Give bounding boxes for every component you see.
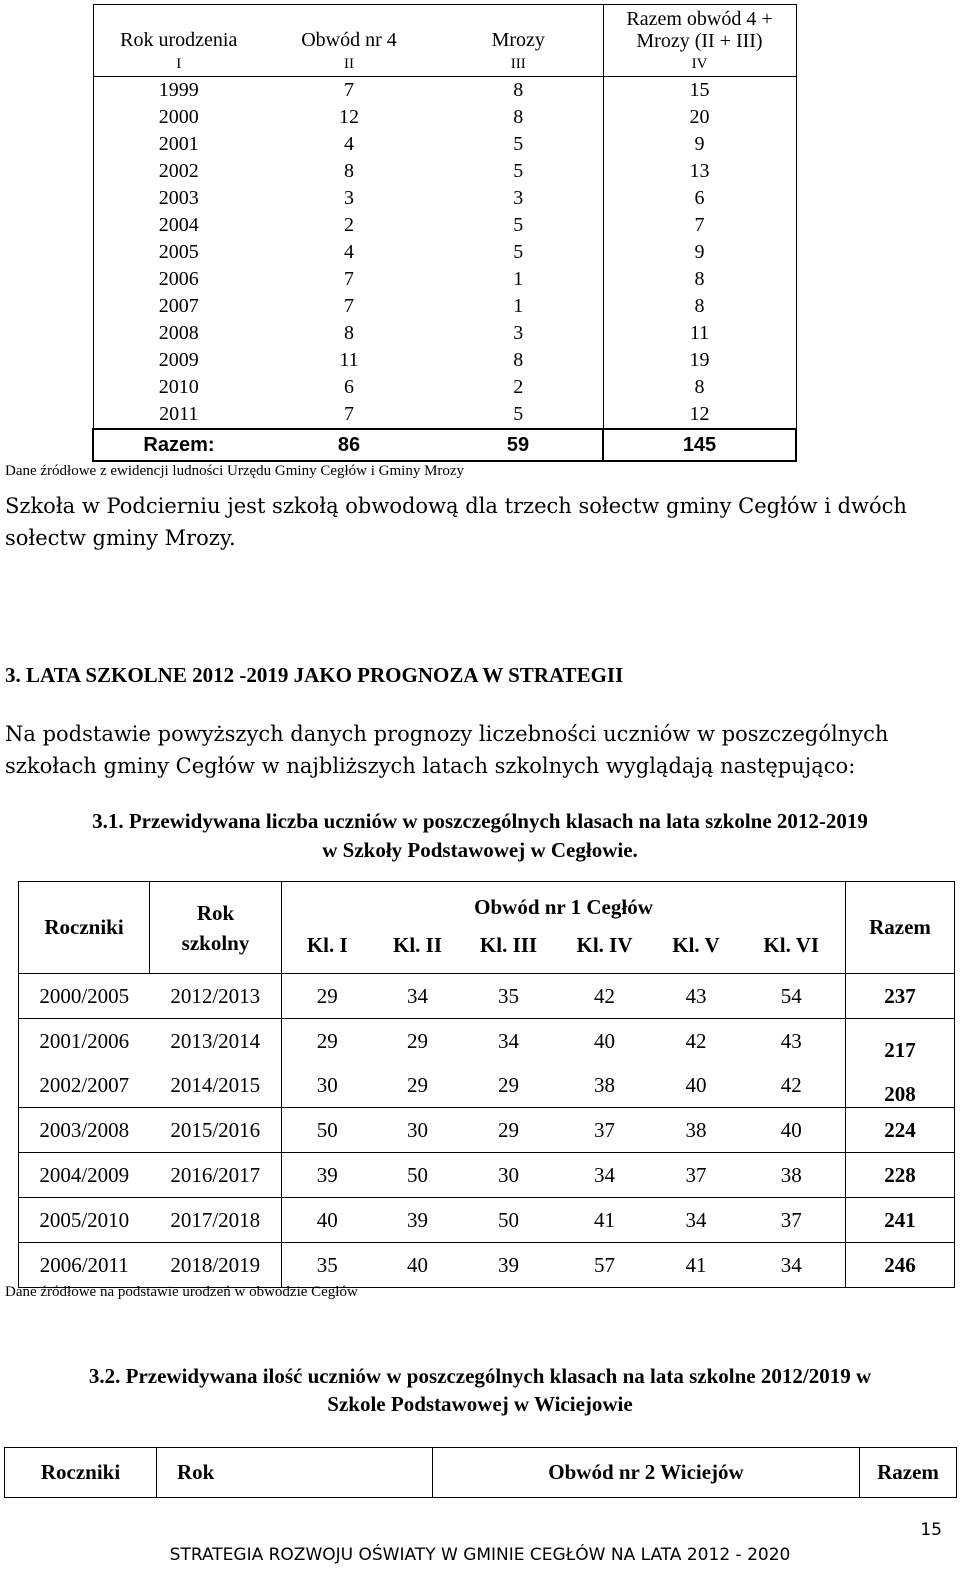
- table-cell: 7: [344, 79, 354, 101]
- class-count-cell: 34: [555, 1153, 655, 1198]
- table-cell: 7: [603, 212, 796, 239]
- table-cell: 19: [603, 347, 796, 374]
- class-count-cell: 50: [373, 1153, 463, 1198]
- class-count-cell: 37: [555, 1108, 655, 1153]
- class-count-cell: 50: [282, 1108, 373, 1153]
- table-header-row: [93, 5, 796, 53]
- table-header-row: [5, 1448, 957, 1498]
- header-roczniki: Roczniki: [5, 1448, 157, 1498]
- class-count-cell: 41: [655, 1243, 738, 1288]
- table-cell: 11: [603, 320, 796, 347]
- class-count-cell: 54: [738, 974, 846, 1019]
- birth-year-cell: 2006: [93, 266, 264, 293]
- roczniki-cell: 2005/2010: [19, 1198, 150, 1243]
- table-cell: 12: [603, 401, 796, 429]
- header-obwod-1-ceglow: Obwód nr 1 Cegłów: [282, 882, 846, 934]
- column-number: I: [93, 52, 264, 77]
- column-number-row: [93, 52, 796, 77]
- table-row: [93, 401, 796, 429]
- header-class: Kl. V: [672, 933, 720, 957]
- header-obwod-4: Obwód nr 4: [264, 5, 434, 53]
- class-count-cell: 41: [555, 1198, 655, 1243]
- class-count-cell: 34: [655, 1198, 738, 1243]
- total-cell: 59: [434, 429, 603, 461]
- table-cell: 11: [339, 349, 359, 371]
- school-year-cell: 2015/2016: [150, 1108, 282, 1153]
- ceglow-forecast-table: [18, 881, 955, 1288]
- table-cell: 8: [513, 349, 524, 371]
- roczniki-cell: 2004/2009: [19, 1153, 150, 1198]
- section-3-heading: 3. LATA SZKOLNE 2012 -2019 JAKO PROGNOZA W STRATEGII: [5, 663, 624, 687]
- table-cell: 4: [344, 241, 354, 263]
- class-count-cell: 40: [373, 1243, 463, 1288]
- table-cell: 8: [513, 79, 524, 101]
- class-count-cell: 29: [407, 1028, 428, 1053]
- total-cell: 224: [846, 1108, 955, 1153]
- table-row: [93, 212, 796, 239]
- table-cell: 7: [344, 295, 354, 317]
- header-rok: Rok: [157, 1448, 433, 1498]
- header-razem: Razem obwód 4 + Mrozy (II + III): [603, 5, 796, 53]
- class-count-cell: 30: [373, 1108, 463, 1153]
- roczniki-cell: 2006/2011: [19, 1243, 150, 1288]
- page-footer-title: STRATEGIA ROZWOJU OŚWIATY W GMINIE CEGŁÓW NA LATA 2012 - 2020: [169, 1545, 791, 1565]
- class-count-cell: 40: [282, 1198, 373, 1243]
- table-cell: 5: [513, 160, 524, 182]
- table-cell: 3: [344, 187, 354, 209]
- header-mrozy: Mrozy: [434, 5, 603, 53]
- class-count-cell: 29: [316, 1028, 338, 1053]
- roczniki-cell: 2000/2005: [19, 974, 150, 1019]
- table-row: [19, 1153, 955, 1198]
- class-count-cell: 30: [463, 1153, 555, 1198]
- header-rok-szkolny: Rok szkolny: [150, 882, 282, 974]
- class-count-cell: 29: [373, 1063, 463, 1108]
- total-cell: 246: [846, 1243, 955, 1288]
- birth-year-cell: 2005: [93, 239, 264, 266]
- class-count-cell: 34: [498, 1028, 519, 1053]
- table-cell: 6: [344, 376, 354, 398]
- total-cell: 86: [264, 429, 434, 461]
- column-number: IV: [603, 52, 796, 77]
- table-row: [93, 374, 796, 401]
- table-cell: 12: [339, 106, 359, 128]
- paragraph-forecast-intro: Na podstawie powyższych danych prognozy liczebności uczniów w poszczególnych szkołach gminy Cegłów w najbliższych latach szkolnych wyglądają następująco:: [5, 722, 889, 778]
- header-class: Kl. II: [392, 933, 442, 957]
- table2-source-note: Dane źródłowe na podstawie urodzeń w obwodzie Cegłów: [5, 1284, 358, 1300]
- class-count-cell: 34: [738, 1243, 846, 1288]
- table-row: [93, 131, 796, 158]
- table-cell: 1: [513, 268, 524, 290]
- header-class: Kl. I: [306, 933, 348, 957]
- class-count-cell: 43: [655, 974, 738, 1019]
- table-cell: 8: [344, 160, 354, 182]
- birth-year-cell: 2007: [93, 293, 264, 320]
- table-cell: 4: [344, 133, 354, 155]
- header-rok-urodzenia: Rok urodzenia: [93, 5, 264, 53]
- table-row: [93, 293, 796, 320]
- class-count-cell: 42: [685, 1028, 707, 1053]
- table-row: [19, 1019, 955, 1064]
- table-cell: 5: [513, 214, 524, 236]
- class-count-cell: 50: [463, 1198, 555, 1243]
- section-3-1-heading-line2: w Szkoły Podstawowej w Cegłowie.: [322, 838, 638, 862]
- table-cell: 7: [344, 403, 354, 425]
- table-row: [93, 320, 796, 347]
- class-count-cell: 42: [555, 974, 655, 1019]
- birth-year-cell: 2010: [93, 374, 264, 401]
- header-class: Kl. VI: [763, 933, 820, 957]
- table-row: [93, 185, 796, 212]
- school-year-cell: 2018/2019: [150, 1243, 282, 1288]
- total-label: Razem:: [93, 429, 264, 461]
- school-year-cell: 2012/2013: [150, 974, 282, 1019]
- table-cell: 2: [513, 376, 524, 398]
- class-count-cell: 57: [555, 1243, 655, 1288]
- class-count-cell: 30: [282, 1063, 373, 1108]
- roczniki-cell: 2003/2008: [19, 1108, 150, 1153]
- class-count-cell: 40: [738, 1108, 846, 1153]
- roczniki-cell: 2002/2007: [19, 1063, 150, 1108]
- school-year-cell: 2016/2017: [150, 1153, 282, 1198]
- table-cell: 5: [513, 133, 524, 155]
- header-razem: Razem: [860, 1448, 957, 1498]
- table-row: [93, 158, 796, 185]
- class-count-cell: 43: [780, 1028, 802, 1053]
- birth-year-cell: 1999: [93, 77, 264, 105]
- table-row: [93, 77, 796, 105]
- table-cell: 8: [603, 374, 796, 401]
- birth-year-cell: 2009: [93, 347, 264, 374]
- class-count-cell: 38: [655, 1108, 738, 1153]
- total-cell: 228: [846, 1153, 955, 1198]
- birth-year-cell: 2004: [93, 212, 264, 239]
- table-cell: 5: [513, 241, 524, 263]
- section-3-2-heading-line2: Szkole Podstawowej w Wiciejowie: [327, 1392, 633, 1416]
- table-cell: 1: [513, 295, 524, 317]
- table-row: [19, 1108, 955, 1153]
- class-count-cell: 37: [655, 1153, 738, 1198]
- table-cell: 2: [344, 214, 354, 236]
- table-cell: 6: [603, 185, 796, 212]
- table-cell: 9: [603, 131, 796, 158]
- roczniki-cell: 2001/2006: [19, 1019, 150, 1064]
- class-count-cell: 38: [555, 1063, 655, 1108]
- header-roczniki: Roczniki: [19, 882, 150, 974]
- header-class: Kl. III: [479, 933, 538, 957]
- table-cell: 5: [513, 403, 524, 425]
- class-count-cell: 35: [463, 974, 555, 1019]
- table-cell: 8: [513, 106, 524, 128]
- class-count-cell: 29: [282, 974, 373, 1019]
- header-razem: Razem: [846, 882, 955, 974]
- section-3-2-heading-line1: 3.2. Przewidywana ilość uczniów w poszczególnych klasach na lata szkolne 2012/2019 w: [88, 1364, 872, 1388]
- header-obwod-2-wiciejow: Obwód nr 2 Wiciejów: [433, 1448, 860, 1498]
- table-row: [93, 239, 796, 266]
- class-count-cell: 39: [463, 1243, 555, 1288]
- table-row: [19, 1198, 955, 1243]
- table-header-row: [19, 882, 955, 934]
- table-row: [93, 266, 796, 293]
- birth-statistics-table: [92, 4, 797, 462]
- total-cell: 145: [603, 429, 796, 461]
- birth-year-cell: 2002: [93, 158, 264, 185]
- total-row: [93, 429, 796, 461]
- table-cell: 3: [513, 187, 524, 209]
- class-count-cell: 39: [373, 1198, 463, 1243]
- section-3-1-heading-line1: 3.1. Przewidywana liczba uczniów w poszczególnych klasach na lata szkolne 2012-2019: [92, 809, 868, 833]
- table-cell: 7: [344, 268, 354, 290]
- birth-year-cell: 2008: [93, 320, 264, 347]
- table-row: [93, 104, 796, 131]
- birth-year-cell: 2003: [93, 185, 264, 212]
- class-count-cell: 39: [282, 1153, 373, 1198]
- class-count-cell: 29: [463, 1108, 555, 1153]
- class-count-cell: 37: [738, 1198, 846, 1243]
- header-class: Kl. IV: [576, 933, 633, 957]
- table-row: [19, 974, 955, 1019]
- birth-year-cell: 2011: [93, 401, 264, 429]
- class-count-cell: 38: [738, 1153, 846, 1198]
- table-row: [19, 1243, 955, 1288]
- class-count-cell: 35: [282, 1243, 373, 1288]
- table1-source-note: Dane źródłowe z ewidencji ludności Urzędu Gminy Cegłów i Gminy Mrozy: [5, 463, 465, 479]
- total-cell: 237: [846, 974, 955, 1019]
- table-cell: 8: [344, 322, 354, 344]
- class-count-cell: 40: [655, 1063, 738, 1108]
- column-number: III: [434, 52, 603, 77]
- total-cell: 208: [846, 1063, 955, 1108]
- table-cell: 13: [603, 158, 796, 185]
- wiciejow-forecast-table: [4, 1447, 957, 1498]
- birth-year-cell: 2000: [93, 104, 264, 131]
- table-cell: 9: [603, 239, 796, 266]
- class-count-cell: 40: [594, 1028, 615, 1053]
- table-row: [19, 1063, 955, 1108]
- table-row: [93, 347, 796, 374]
- birth-year-cell: 2001: [93, 131, 264, 158]
- class-count-cell: 42: [738, 1063, 846, 1108]
- school-year-cell: 2017/2018: [150, 1198, 282, 1243]
- table-cell: 20: [603, 104, 796, 131]
- school-year-cell: 2014/2015: [150, 1063, 282, 1108]
- paragraph-podcierniu: Szkoła w Podcierniu jest szkołą obwodową dla trzech sołectw gminy Cegłów i dwóch sołectw gminy Mrozy.: [5, 494, 907, 550]
- class-count-cell: 34: [373, 974, 463, 1019]
- page-number: 15: [920, 1520, 942, 1540]
- table-cell: 8: [603, 293, 796, 320]
- table-cell: 8: [603, 266, 796, 293]
- school-year-cell: 2013/2014: [150, 1019, 282, 1064]
- total-cell: 241: [846, 1198, 955, 1243]
- column-number: II: [264, 52, 434, 77]
- table-cell: 3: [513, 322, 524, 344]
- class-count-cell: 29: [463, 1063, 555, 1108]
- table-cell: 15: [603, 77, 796, 105]
- total-cell: 217: [846, 1019, 955, 1064]
